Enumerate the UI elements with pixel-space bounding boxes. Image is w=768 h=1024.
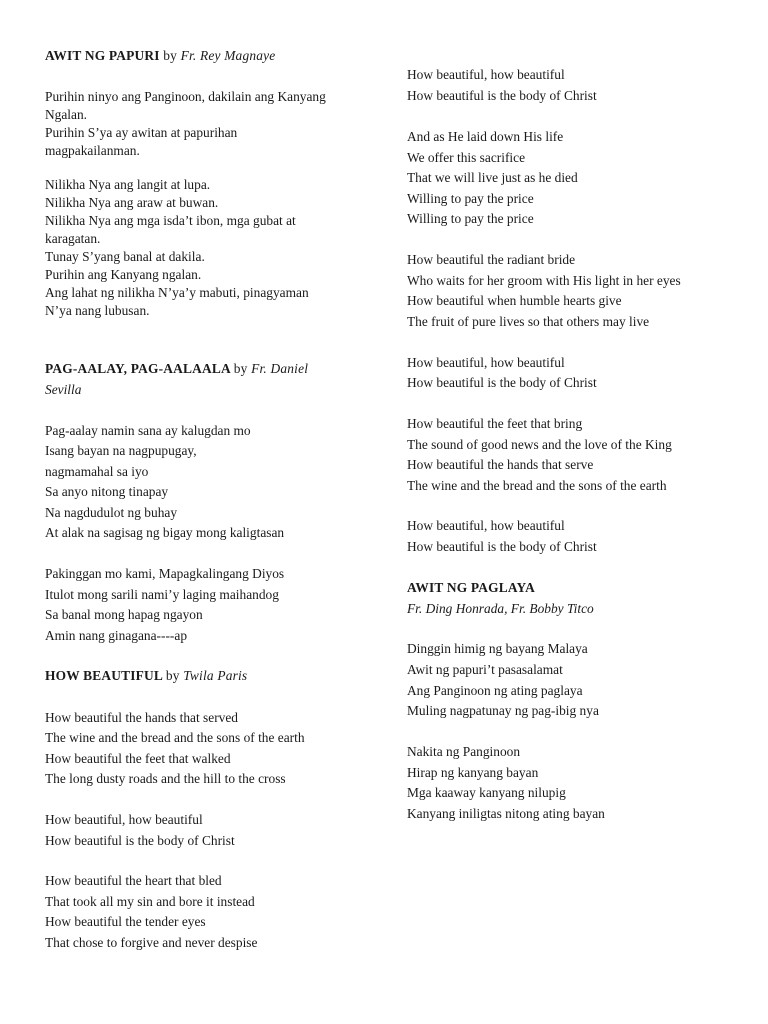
song-title: PAG-AALAY, PAG-AALAALA [45, 361, 231, 376]
lyric-line: Purihin ang Kanyang ngalan. [45, 267, 202, 282]
song-heading [407, 579, 535, 597]
lyric-line: How beautiful the feet that walked [45, 751, 231, 766]
lyric-line: Purihin ninyo ang Panginoon, dakilain ang Kanyang [45, 89, 326, 104]
lyric-line: At alak na sagisag ng bigay mong kaligtasan [45, 525, 285, 540]
song-heading [45, 47, 275, 65]
lyric-line: How beautiful the tender eyes [45, 914, 206, 929]
lyric-line: That took all my sin and bore it instead [45, 894, 255, 909]
lyric-line: Nilikha Nya ang langit at lupa. [45, 177, 211, 192]
lyric-line: We offer this sacrifice [407, 150, 526, 165]
lyric-line: Na nagdudulot ng buhay [45, 505, 178, 520]
song-title: AWIT NG PAPURI [45, 48, 160, 63]
by-label: by [163, 48, 178, 63]
lyric-line: Sa banal mong hapag ngayon [45, 607, 203, 622]
lyric-line: Purihin S’ya ay awitan at papurihan [45, 125, 238, 140]
lyric-line: Who waits for her groom with His light in her eyes [407, 273, 681, 288]
lyric-line: How beautiful when humble hearts give [407, 293, 622, 308]
by-label: by [165, 668, 180, 683]
lyric-line: Kanyang iniligtas nitong ating bayan [407, 806, 605, 821]
lyric-line: Amin nang ginagana----ap [45, 628, 188, 643]
lyric-line: Tunay S’yang banal at dakila. [45, 249, 205, 264]
lyric-line: How beautiful the feet that bring [407, 416, 583, 431]
lyric-line: How beautiful is the body of Christ [407, 88, 597, 103]
lyric-line: Willing to pay the price [407, 191, 534, 206]
lyric-line: magpakailanman. [45, 143, 140, 158]
lyric-line: How beautiful is the body of Christ [407, 539, 597, 554]
lyric-line: How beautiful the radiant bride [407, 252, 576, 267]
lyric-line: How beautiful is the body of Christ [407, 375, 597, 390]
song-author: Fr. Daniel [251, 361, 309, 376]
lyric-line: How beautiful, how beautiful [45, 812, 203, 827]
song-heading [45, 360, 308, 378]
lyric-line: karagatan. [45, 231, 101, 246]
lyric-line: Itulot mong sarili nami’y laging maihandog [45, 587, 279, 602]
lyric-line: The wine and the bread and the sons of the earth [407, 478, 667, 493]
lyric-line: The fruit of pure lives so that others may live [407, 314, 650, 329]
song-author-continued: Sevilla [45, 382, 82, 397]
lyric-line: Nilikha Nya ang mga isda’t ibon, mga gubat at [45, 213, 296, 228]
lyric-line: How beautiful the heart that bled [45, 873, 222, 888]
lyric-line: Awit ng papuri’t pasasalamat [407, 662, 563, 677]
song-author: Fr. Rey Magnaye [180, 48, 276, 63]
lyric-line: Pag-aalay namin sana ay kalugdan mo [45, 423, 251, 438]
lyric-line: How beautiful the hands that served [45, 710, 238, 725]
lyric-line: Dinggin himig ng bayang Malaya [407, 641, 588, 656]
lyric-line: That chose to forgive and never despise [45, 935, 258, 950]
lyric-line: N’ya nang lubusan. [45, 303, 150, 318]
song-title: HOW BEAUTIFUL [45, 668, 163, 683]
lyric-line: nagmamahal sa iyo [45, 464, 149, 479]
lyric-line: Isang bayan na nagpupugay, [45, 443, 197, 458]
lyric-line: Nakita ng Panginoon [407, 744, 521, 759]
lyric-line: Muling nagpatunay ng pag-ibig nya [407, 703, 599, 718]
song-title: AWIT NG PAGLAYA [407, 580, 536, 595]
lyric-line: The wine and the bread and the sons of the earth [45, 730, 305, 745]
lyric-line: How beautiful, how beautiful [407, 355, 565, 370]
by-label: by [233, 361, 248, 376]
lyric-line: Ang Panginoon ng ating paglaya [407, 683, 583, 698]
lyric-line: Mga kaaway kanyang nilupig [407, 785, 566, 800]
song-author: Fr. Ding Honrada, Fr. Bobby Titco [407, 601, 594, 616]
song-heading [45, 667, 247, 685]
lyric-line: How beautiful, how beautiful [407, 518, 565, 533]
song-author: Twila Paris [183, 668, 248, 683]
lyric-line: Willing to pay the price [407, 211, 534, 226]
lyric-line: Hirap ng kanyang bayan [407, 765, 539, 780]
lyric-line: The sound of good news and the love of the King [407, 437, 672, 452]
lyric-line: And as He laid down His life [407, 129, 564, 144]
lyric-line: Ang lahat ng nilikha N’ya’y mabuti, pinagyaman [45, 285, 309, 300]
lyric-line: How beautiful is the body of Christ [45, 833, 235, 848]
lyric-line: That we will live just as he died [407, 170, 578, 185]
lyric-line: How beautiful, how beautiful [407, 67, 565, 82]
lyric-line: Sa anyo nitong tinapay [45, 484, 169, 499]
lyric-line: How beautiful the hands that serve [407, 457, 594, 472]
lyric-line: Nilikha Nya ang araw at buwan. [45, 195, 219, 210]
lyric-line: Pakinggan mo kami, Mapagkalingang Diyos [45, 566, 285, 581]
lyric-line: Ngalan. [45, 107, 88, 122]
lyric-line: The long dusty roads and the hill to the cross [45, 771, 286, 786]
